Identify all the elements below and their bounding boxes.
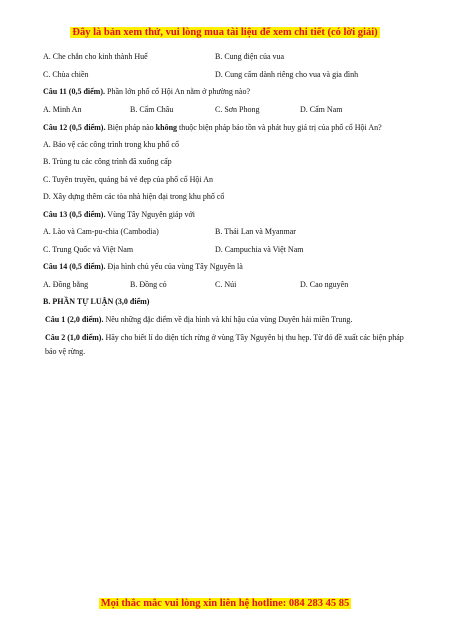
essay-question-1 <box>43 312 413 330</box>
option-c: C. Núi <box>215 279 237 289</box>
contact-notice: Mọi thắc mắc vui lòng xin liên hệ hotline: 084 283 45 85 <box>100 598 350 609</box>
exam-content <box>43 49 413 358</box>
option-a: A. Che chắn cho kinh thành Huế <box>43 52 148 61</box>
question-11 <box>43 84 413 102</box>
option-a: A. Đồng bằng <box>43 279 89 289</box>
q13-options-row-2 <box>43 242 413 260</box>
option-a: A. Lào và Cam-pu-chia (Cambodia) <box>43 227 159 236</box>
preview-notice: Đây là bản xem thử, vui lòng mua tài liệu để xem chi tiết (có lời giải) <box>72 27 378 38</box>
option-b: B. Thái Lan và Myanmar <box>215 227 296 236</box>
q12-option-b: B. Trùng tu các công trình đã xuống cấp <box>43 157 172 166</box>
section-b-heading: B. PHẦN TỰ LUẬN (3,0 điểm) <box>43 297 150 306</box>
option-b: B. Đồng cỏ <box>130 279 167 289</box>
question-label: Câu 1 (2,0 điểm). <box>45 314 104 324</box>
question-text: Biện pháp nào <box>105 123 156 132</box>
option-b: B. Cẩm Châu <box>130 104 174 114</box>
q12-option-a: A. Bảo vệ các công trình trong khu phố cổ <box>43 139 179 149</box>
question-14 <box>43 259 413 277</box>
question-text-cont: thuộc biện pháp bảo tồn và phát huy giá trị của phố cổ Hội An? <box>177 123 382 132</box>
option-c: C. Chùa chiền <box>43 69 89 79</box>
option-a: A. Minh An <box>43 104 82 114</box>
question-label: Câu 11 (0,5 điểm). <box>43 87 105 96</box>
question-label: Câu 14 (0,5 điểm). <box>43 262 106 271</box>
option-b: B. Cung điện của vua <box>215 52 285 61</box>
question-label: Câu 12 (0,5 điểm). <box>43 123 106 132</box>
question-text: Phần lớn phố cổ Hội An nằm ở phường nào? <box>105 87 251 96</box>
option-d: D. Cung cấm dành riêng cho vua và gia đình <box>215 69 359 79</box>
q10-options-row-1 <box>43 49 413 67</box>
question-text: Địa hình chủ yếu của vùng Tây Nguyên là <box>105 262 243 271</box>
question-label: Câu 2 (1,0 điểm). <box>45 333 104 342</box>
q12-option-c: C. Tuyên truyền, quảng bá vẻ đẹp của phố cổ Hội An <box>43 174 213 184</box>
question-12 <box>43 119 413 137</box>
q13-options-row-1 <box>43 224 413 242</box>
question-label: Câu 13 (0,5 điểm). <box>43 209 106 219</box>
question-text: Vùng Tây Nguyên giáp với <box>105 209 195 219</box>
question-text: Nêu những đặc điểm về địa hình và khí hậu của vùng Duyên hải miền Trung. <box>103 314 353 324</box>
option-d: D. Cẩm Nam <box>300 104 343 114</box>
emphasis-word: không <box>155 123 178 132</box>
option-d: D. Cao nguyên <box>300 279 349 289</box>
q14-options-row <box>43 277 413 295</box>
q12-option-d: D. Xây dựng thêm các tòa nhà hiện đại trong khu phố cổ <box>43 192 225 201</box>
option-c: C. Sơn Phong <box>215 104 260 114</box>
option-c: C. Trung Quốc và Việt Nam <box>43 244 134 254</box>
q10-options-row-2 <box>43 67 413 85</box>
essay-question-2 <box>43 329 413 358</box>
question-13 <box>43 207 413 225</box>
q11-options-row <box>43 102 413 120</box>
option-d: D. Campuchia và Việt Nam <box>215 244 304 254</box>
question-text: Hãy cho biết lí do diện tích rừng ở vùng Tây Nguyên bị thu hẹp. Từ đó đề xuất các biện pháp bảo vệ rừng. <box>45 333 404 356</box>
